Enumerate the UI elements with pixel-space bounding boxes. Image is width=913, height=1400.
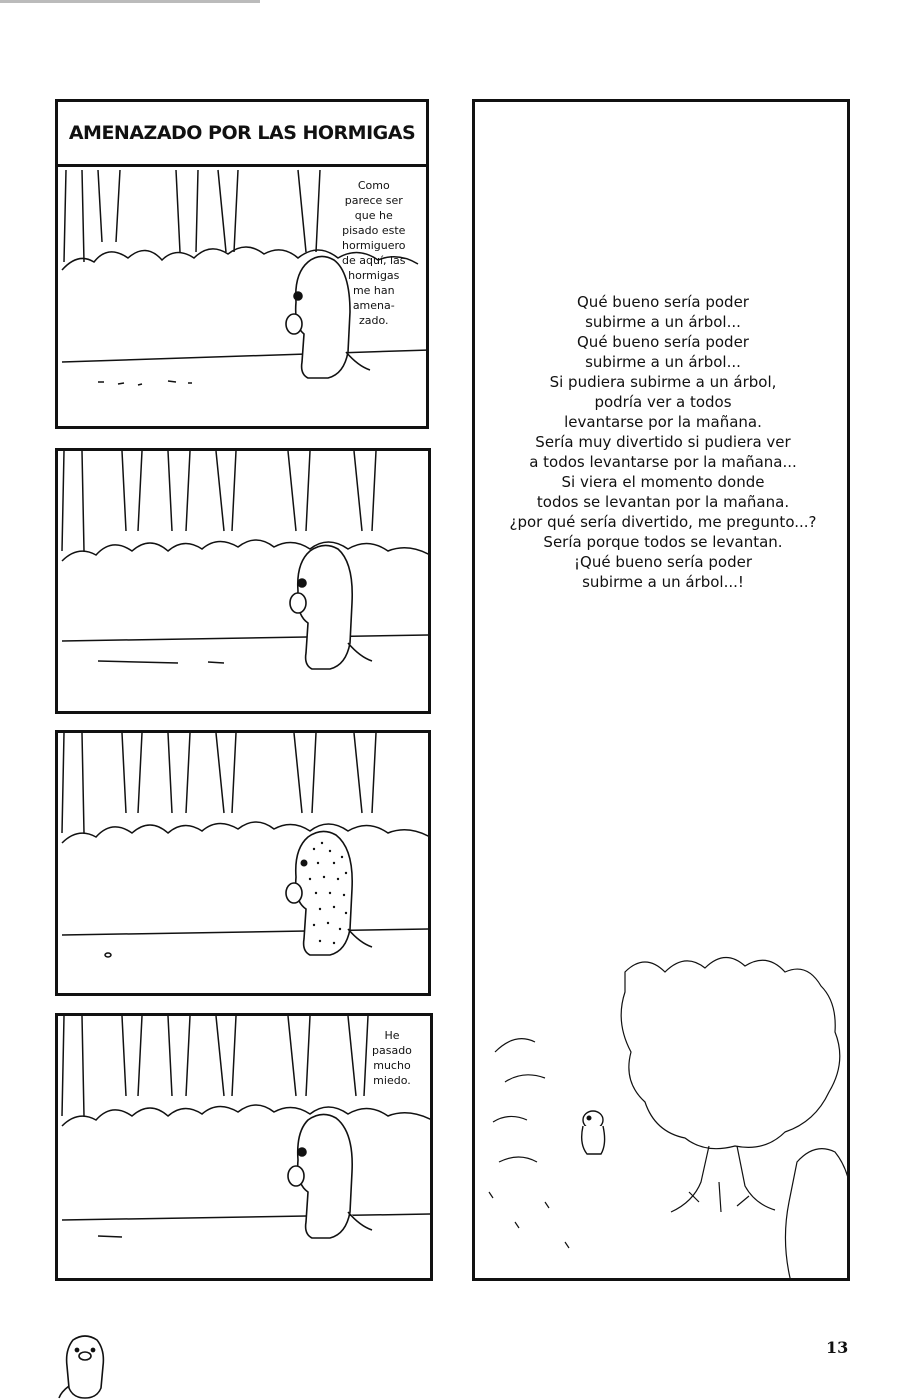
bubble-line: de aquí, las [342,254,406,267]
poem-line: ¡Qué bueno sería poder [574,553,752,571]
forest-scene-3 [58,733,431,996]
bubble-line: hormigas [348,269,400,282]
mole-character-icon [582,1111,605,1154]
mole-character-icon [288,1114,372,1238]
corner-mole-icon [55,1332,115,1400]
bubble-line: parece ser [344,194,403,207]
poem-line: ¿por qué sería divertido, me pregunto...? [509,513,817,531]
bubble-line: He [384,1029,400,1042]
poem-line: subirme a un árbol...! [582,573,744,591]
poem-line: Qué bueno sería poder [577,293,749,311]
forest-scene-2 [58,451,431,714]
bubble-line: miedo. [373,1074,411,1087]
panel-4 [55,1013,433,1281]
comic-title-box [55,99,429,167]
speech-bubble-4 [372,1028,412,1088]
bubble-line: pasado [372,1044,412,1057]
panel-3 [55,730,431,996]
comic-title: AMENAZADO POR LAS HORMIGAS [68,122,416,144]
poem-line: Si pudiera subirme a un árbol, [549,373,777,391]
tree-scene [475,102,850,1281]
mole-character-icon [290,545,372,669]
bubble-line: Como [357,179,390,192]
panel-2 [55,448,431,714]
bubble-line: me han [352,284,395,297]
poem-text [478,292,848,592]
poem-line: Si viera el momento donde [561,473,765,491]
poem-line: Qué bueno sería poder [577,333,749,351]
bubble-line: hormiguero [342,239,406,252]
poem-line: Sería porque todos se levantan. [543,533,783,551]
speech-bubble-1 [342,178,406,328]
bubble-line: pisado este [342,224,406,237]
poem-line: todos se levantan por la mañana. [536,493,790,511]
bubble-line: que he [354,209,393,222]
bubble-line: amena- [352,299,395,312]
bubble-line: zado. [359,314,389,327]
poem-line: subirme a un árbol... [585,313,741,331]
poem-line: podría ver a todos [594,393,732,411]
poem-line: Sería muy divertido si pudiera ver [535,433,791,451]
scan-edge [0,0,260,3]
panel-tall [472,99,850,1281]
poem-line: levantarse por la mañana. [564,413,762,431]
bubble-line: mucho [373,1059,411,1072]
page-number: 13 [826,1338,849,1357]
poem-line: subirme a un árbol... [585,353,741,371]
poem-line: a todos levantarse por la mañana... [529,453,797,471]
